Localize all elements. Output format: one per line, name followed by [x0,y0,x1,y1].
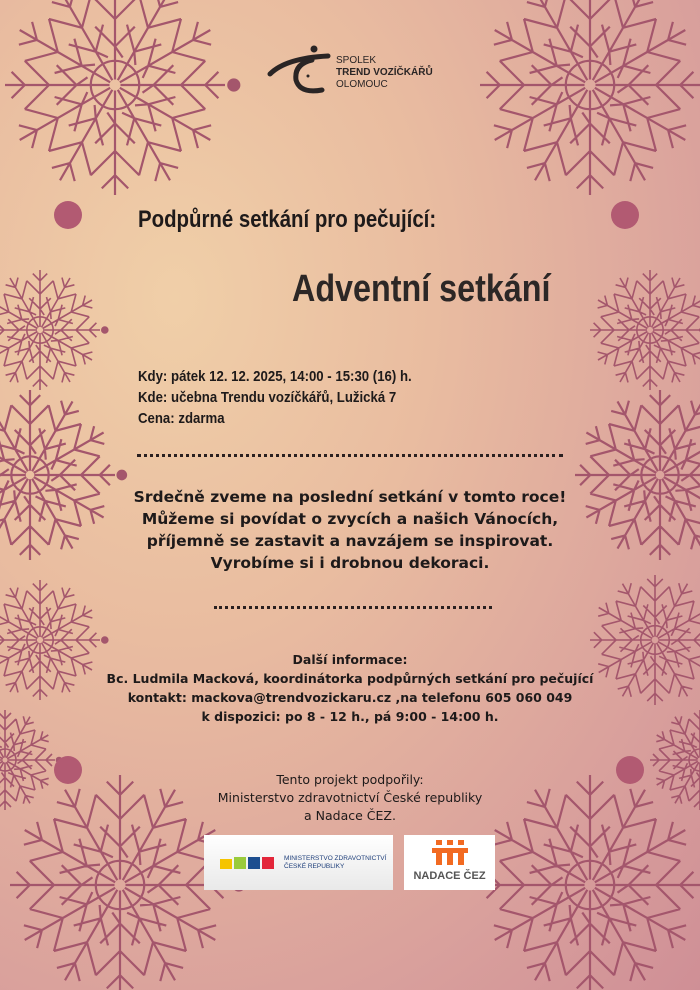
page-title: Adventní setkání [292,268,551,310]
snowflake-icon [0,270,108,390]
body-line: Srdečně zveme na poslední setkání v tomto roce! [133,488,567,506]
ornament-dot [611,201,639,229]
cez-logo [404,835,495,890]
logo-wheelchair-icon [266,44,332,96]
ministry-logo [204,835,393,890]
support-line: Ministerstvo zdravotnictví České republiky [217,790,483,805]
ornament-dot [54,201,82,229]
snowflake-icon [5,0,239,195]
divider [137,454,563,457]
cez-name: NADACE ČEZ [413,870,486,882]
support-text [0,771,700,825]
subtitle: Podpůrné setkání pro pečující: [138,206,437,233]
contact-line: Bc. Ludmila Macková, koordinátorka podpůrných setkání pro pečující [106,671,594,686]
logo [266,44,446,96]
invitation-text [0,486,700,574]
contact-heading: Další informace: [292,652,408,667]
snowflake-icon [590,270,700,390]
logo-line3: OLOMOUC [336,79,388,90]
contact-line: kontakt: mackova@trendvozickaru.cz ,na telefonu 605 060 049 [127,690,573,705]
body-line: Můžeme si povídat o zvycích a našich Vánocích, [141,510,559,528]
event-when: Kdy: pátek 12. 12. 2025, 14:00 - 15:30 (16) h. [138,368,412,385]
event-price: Cena: zdarma [138,410,225,427]
contact-info [0,650,700,726]
body-line: příjemně se zastavit a navzájem se inspirovat. [146,532,554,550]
event-where: Kde: učebna Trendu vozíčkářů, Lužická 7 [138,389,397,406]
ministry-name-1: MINISTERSTVO ZDRAVOTNICTVÍ [284,854,387,862]
ministry-name-2: ČESKÉ REPUBLIKY [284,862,345,870]
support-line: a Nadace ČEZ. [304,808,396,823]
logo-line1: SPOLEK [336,55,377,66]
ministry-emblem-icon [220,855,278,871]
contact-line: k dispozici: po 8 - 12 h., pá 9:00 - 14:00 h. [201,709,499,724]
body-line: Vyrobíme si i drobnou dekoraci. [210,554,490,572]
event-info [138,366,412,429]
support-line: Tento projekt podpořily: [276,772,424,787]
logo-line2: TREND VOZÍČKÁŘŮ [336,67,433,78]
snowflake-icon [480,0,700,195]
cez-emblem-icon [430,840,470,866]
divider [214,606,492,609]
